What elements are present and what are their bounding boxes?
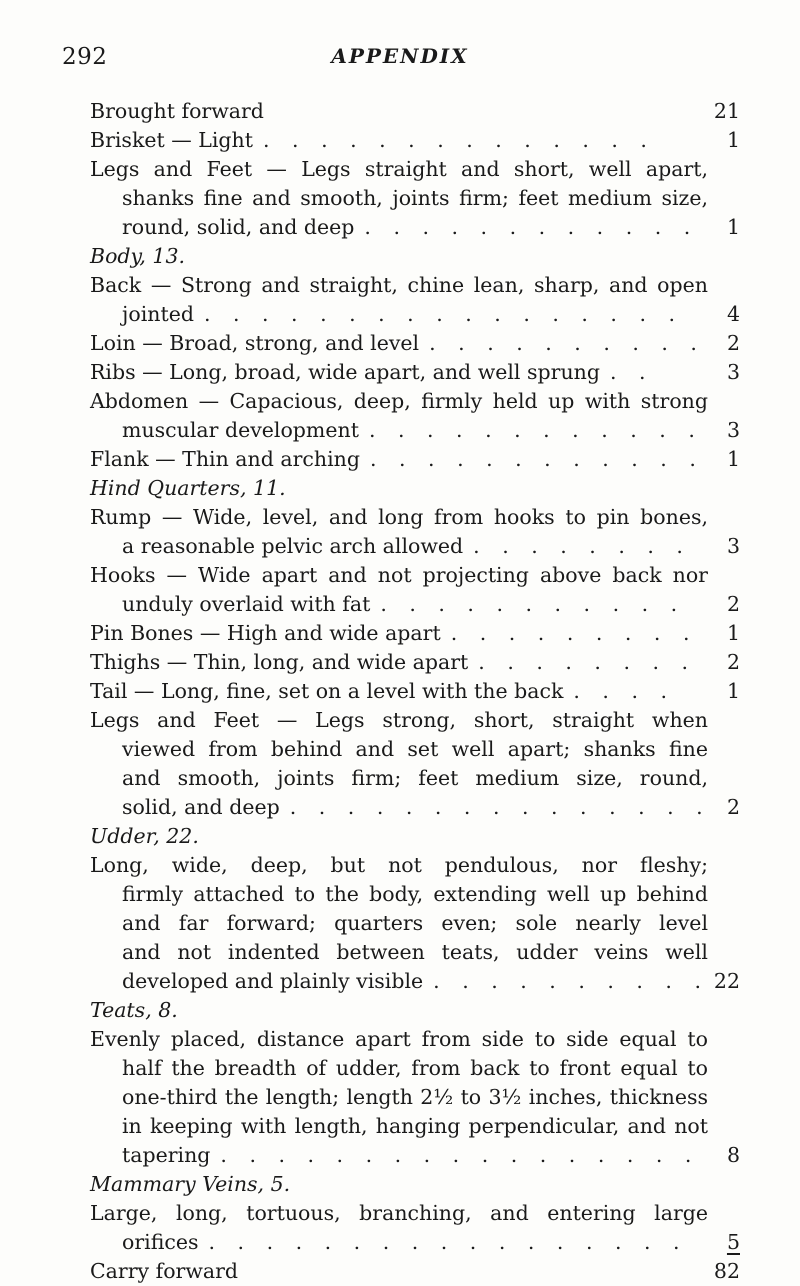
line-text: a reasonable pelvic arch allowed: [122, 534, 464, 558]
line-text: and not indented between teats, udder veins well: [122, 940, 708, 964]
scorecard-line: [0, 677, 800, 706]
line-text: and smooth, joints firm; feet medium size, round,: [122, 766, 708, 790]
scorecard-line: [0, 706, 800, 735]
scorecard-line: [0, 445, 800, 474]
points-value: 1: [726, 215, 740, 239]
scorecard-line: [0, 387, 800, 416]
section-title: Udder, 22.: [90, 824, 199, 848]
line-text: Carry forward: [90, 1259, 239, 1283]
points-value: 2: [726, 592, 740, 616]
section-heading: [0, 996, 800, 1025]
line-text: Abdomen — Capacious, deep, firmly held up with strong: [90, 389, 708, 413]
dot-leader: . . . . . . . . . . . . . . .: [289, 795, 711, 819]
dot-leader: . . . . . . . . . . . .: [368, 418, 703, 442]
line-text: Back — Strong and straight, chine lean, sharp, and open: [90, 273, 708, 297]
section-heading: [0, 474, 800, 503]
points-value: 82: [713, 1259, 740, 1283]
section-heading: [0, 1170, 800, 1199]
scorecard-body: [0, 97, 800, 1286]
dot-leader: . . . . . . . . . . .: [380, 592, 686, 616]
line-text: Brisket — Light: [90, 128, 253, 152]
points-value: 5: [726, 1230, 740, 1254]
scorecard-line: [0, 1228, 800, 1257]
line-text: in keeping with length, hanging perpendicular, and not: [122, 1114, 708, 1138]
line-text: Brought forward: [90, 99, 264, 123]
line-text: Legs and Feet — Legs strong, short, straight when: [90, 708, 708, 732]
dot-leader: . .: [609, 360, 654, 384]
dot-leader: . . . . . . . .: [478, 650, 697, 674]
scorecard-line: [0, 1257, 800, 1286]
dot-leader: . . . . . . . . . . . . . . . . .: [208, 1230, 688, 1254]
scorecard-line: [0, 793, 800, 822]
scorecard-line: [0, 97, 800, 126]
scorecard-line: [0, 126, 800, 155]
scorecard-line: [0, 300, 800, 329]
points-value: 3: [726, 534, 740, 558]
line-text: Legs and Feet — Legs straight and short, well apart,: [90, 157, 708, 181]
line-text: Loin — Broad, strong, and level: [90, 331, 420, 355]
section-title: Mammary Veins, 5.: [90, 1172, 291, 1196]
scorecard-line: [0, 938, 800, 967]
scorecard-line: [0, 648, 800, 677]
line-text: tapering: [122, 1143, 211, 1167]
line-text: half the breadth of udder, from back to front equal to: [122, 1056, 708, 1080]
points-value: 1: [726, 621, 740, 645]
scorecard-line: [0, 561, 800, 590]
scorecard-line: [0, 1054, 800, 1083]
section-title: Body, 13.: [90, 244, 186, 268]
points-value: 2: [726, 331, 740, 355]
section-title: Teats, 8.: [90, 998, 178, 1022]
points-value: 3: [726, 418, 740, 442]
scorecard-line: [0, 329, 800, 358]
scorecard-line: [0, 619, 800, 648]
scorecard-line: [0, 590, 800, 619]
dot-leader: . . . . . . . . . . . . . . . . .: [220, 1143, 700, 1167]
points-value: 3: [726, 360, 740, 384]
line-text: Rump — Wide, level, and long from hooks to pin bones,: [90, 505, 708, 529]
section-title: Hind Quarters, 11.: [90, 476, 286, 500]
line-text: orifices: [122, 1230, 199, 1254]
dot-leader: . . . . . . . . . .: [429, 331, 705, 355]
line-text: Hooks — Wide apart and not projecting above back nor: [90, 563, 708, 587]
dot-leader: . . . . . . . . . . . .: [369, 447, 704, 471]
line-text: and far forward; quarters even; sole nearly level: [122, 911, 708, 935]
scorecard-line: [0, 735, 800, 764]
line-text: shanks fine and smooth, joints firm; feet medium size,: [122, 186, 708, 210]
dot-leader: . . . . . . . . . . . . . .: [263, 128, 655, 152]
line-text: one-third the length; length 2½ to 3½ inches, thickness: [122, 1085, 708, 1109]
scorecard-line: [0, 1141, 800, 1170]
scorecard-line: [0, 184, 800, 213]
line-text: solid, and deep: [122, 795, 280, 819]
dot-leader: . . . . . . . . . . . .: [364, 215, 699, 239]
line-text: unduly overlaid with fat: [122, 592, 371, 616]
line-text: Large, long, tortuous, branching, and entering large: [90, 1201, 708, 1225]
line-text: Long, wide, deep, but not pendulous, nor fleshy;: [90, 853, 708, 877]
scorecard-line: [0, 1199, 800, 1228]
section-heading: [0, 822, 800, 851]
running-head: APPENDIX: [331, 44, 469, 68]
points-value: 2: [726, 650, 740, 674]
line-text: jointed: [122, 302, 194, 326]
scorecard-line: [0, 416, 800, 445]
points-value: 8: [726, 1143, 740, 1167]
scorecard-line: [0, 532, 800, 561]
scorecard-line: [0, 1025, 800, 1054]
dot-leader: . . . . . . . .: [473, 534, 691, 558]
line-text: Pin Bones — High and wide apart: [90, 621, 441, 645]
line-text: Flank — Thin and arching: [90, 447, 360, 471]
dot-leader: . . . . . . . . .: [450, 621, 698, 645]
line-text: Evenly placed, distance apart from side to side equal to: [90, 1027, 708, 1051]
dot-leader: . . . . . . . . . .: [433, 969, 709, 993]
scorecard-line: [0, 880, 800, 909]
scorecard-line: [0, 909, 800, 938]
scorecard-line: [0, 213, 800, 242]
scorecard-line: [0, 851, 800, 880]
line-text: firmly attached to the body, extending well up behind: [122, 882, 708, 906]
points-value: 1: [726, 128, 740, 152]
line-text: Ribs — Long, broad, wide apart, and well sprung: [90, 360, 600, 384]
points-value: 4: [726, 302, 740, 326]
line-text: viewed from behind and set well apart; shanks fine: [122, 737, 708, 761]
line-text: round, solid, and deep: [122, 215, 355, 239]
section-heading: [0, 242, 800, 271]
points-value: 1: [726, 447, 740, 471]
scorecard-line: [0, 764, 800, 793]
line-text: Thighs — Thin, long, and wide apart: [90, 650, 469, 674]
page-header: [62, 44, 738, 78]
line-text: Tail — Long, fine, set on a level with the back: [90, 679, 564, 703]
scorecard-line: [0, 358, 800, 387]
scorecard-line: [0, 1112, 800, 1141]
scorecard-line: [0, 1083, 800, 1112]
points-value: 22: [713, 969, 740, 993]
scorecard-line: [0, 271, 800, 300]
dot-leader: . . . .: [573, 679, 676, 703]
line-text: muscular development: [122, 418, 359, 442]
page-number: 292: [62, 44, 108, 70]
scorecard-line: [0, 967, 800, 996]
points-value: 2: [726, 795, 740, 819]
scorecard-line: [0, 155, 800, 184]
points-value: 21: [713, 99, 740, 123]
points-value: 1: [726, 679, 740, 703]
dot-leader: . . . . . . . . . . . . . . . . .: [203, 302, 683, 326]
line-text: developed and plainly visible: [122, 969, 424, 993]
scorecard-line: [0, 503, 800, 532]
